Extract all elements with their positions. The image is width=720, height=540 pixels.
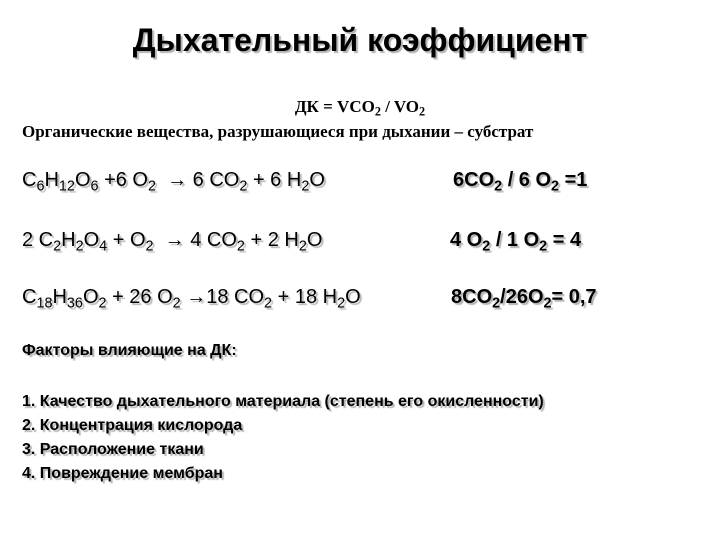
formula-text: O: [309, 169, 325, 191]
formula-subscript: 2: [145, 238, 154, 255]
formula-text: 8CO: [451, 286, 493, 308]
formula-subscript: 2: [551, 178, 560, 195]
formula-text: /26O: [500, 286, 544, 308]
formula-text: C: [22, 169, 37, 191]
formula-text: → 4 CO: [153, 229, 237, 251]
formula-subscript: 2: [374, 104, 381, 119]
formula-text: → 6 CO: [156, 169, 240, 191]
formula-subscript: 2: [239, 178, 248, 195]
formula-text: + 18 H: [272, 286, 338, 308]
formula-text: H: [61, 229, 76, 251]
substrate-note: Органические вещества, разрушающиеся при дыхании – субстрат: [22, 122, 534, 141]
formula-lhs: ДК = VCO: [294, 97, 375, 116]
formula-subscript: 6: [36, 178, 45, 195]
formula-text: O: [83, 229, 100, 251]
result-3: [451, 286, 597, 312]
formula-mid: / VO: [380, 97, 420, 116]
formula-text: + O: [107, 229, 146, 251]
formula-subscript: 2: [419, 104, 426, 119]
formula-text: =1: [559, 169, 588, 191]
formula-text: = 4: [547, 229, 582, 251]
formula-subscript: 2: [172, 295, 181, 312]
formula-text: H: [52, 286, 67, 308]
formula-subscript: 4: [99, 238, 108, 255]
formula-text: C: [22, 286, 37, 308]
formula-text: + 26 O: [106, 286, 173, 308]
formula-subscript: 2: [301, 178, 310, 195]
page-title: Дыхательный коэффициент: [132, 22, 588, 58]
factor-item: 4. Повреждение мембран: [22, 465, 223, 482]
formula-text: = 0,7: [551, 286, 597, 308]
formula-text: / 1 O: [490, 229, 540, 251]
formula-text: O: [306, 229, 323, 251]
formula-subscript: 2: [264, 295, 273, 312]
formula-subscript: 2: [75, 238, 84, 255]
formula-subscript: 6: [90, 178, 99, 195]
formula-subscript: 18: [36, 295, 53, 312]
formula-subscript: 2: [98, 295, 107, 312]
formula-subscript: 2: [543, 295, 552, 312]
formula-subscript: 2: [494, 178, 503, 195]
respiratory-coefficient-formula: [0, 97, 720, 117]
formula-text: + 2 H: [244, 229, 299, 251]
formula-subscript: 2: [148, 178, 157, 195]
factors-list: [22, 392, 544, 488]
formula-text: O: [74, 169, 91, 191]
formula-text: + 6 H: [247, 169, 302, 191]
equation-3: [22, 286, 361, 312]
formula-text: 4 O: [450, 229, 483, 251]
formula-text: H: [44, 169, 59, 191]
formula-text: 6CO: [453, 169, 495, 191]
formula-subscript: 36: [66, 295, 83, 312]
formula-text: / 6 O: [502, 169, 552, 191]
formula-subscript: 2: [236, 238, 245, 255]
formula-subscript: 2: [53, 238, 62, 255]
equation-1: [22, 169, 325, 195]
formula-subscript: 2: [492, 295, 501, 312]
formula-subscript: 2: [337, 295, 346, 312]
factor-item: 3. Расположение ткани: [22, 441, 204, 458]
formula-text: →18 CO: [180, 286, 265, 308]
formula-subscript: 2: [482, 238, 491, 255]
formula-text: O: [82, 286, 99, 308]
result-1: [453, 169, 588, 195]
formula-text: O: [345, 286, 361, 308]
equation-2: [22, 229, 323, 255]
formula-subscript: 2: [298, 238, 307, 255]
formula-subscript: 2: [539, 238, 548, 255]
formula-text: +6 O: [98, 169, 148, 191]
formula-subscript: 12: [58, 178, 75, 195]
formula-text: 2 C: [22, 229, 54, 251]
factors-heading: Факторы влияющие на ДК:: [22, 342, 237, 359]
factor-item: 1. Качество дыхательного материала (степень его окисленности): [22, 393, 544, 410]
result-2: [450, 229, 582, 255]
factor-item: 2. Концентрация кислорода: [22, 417, 243, 434]
